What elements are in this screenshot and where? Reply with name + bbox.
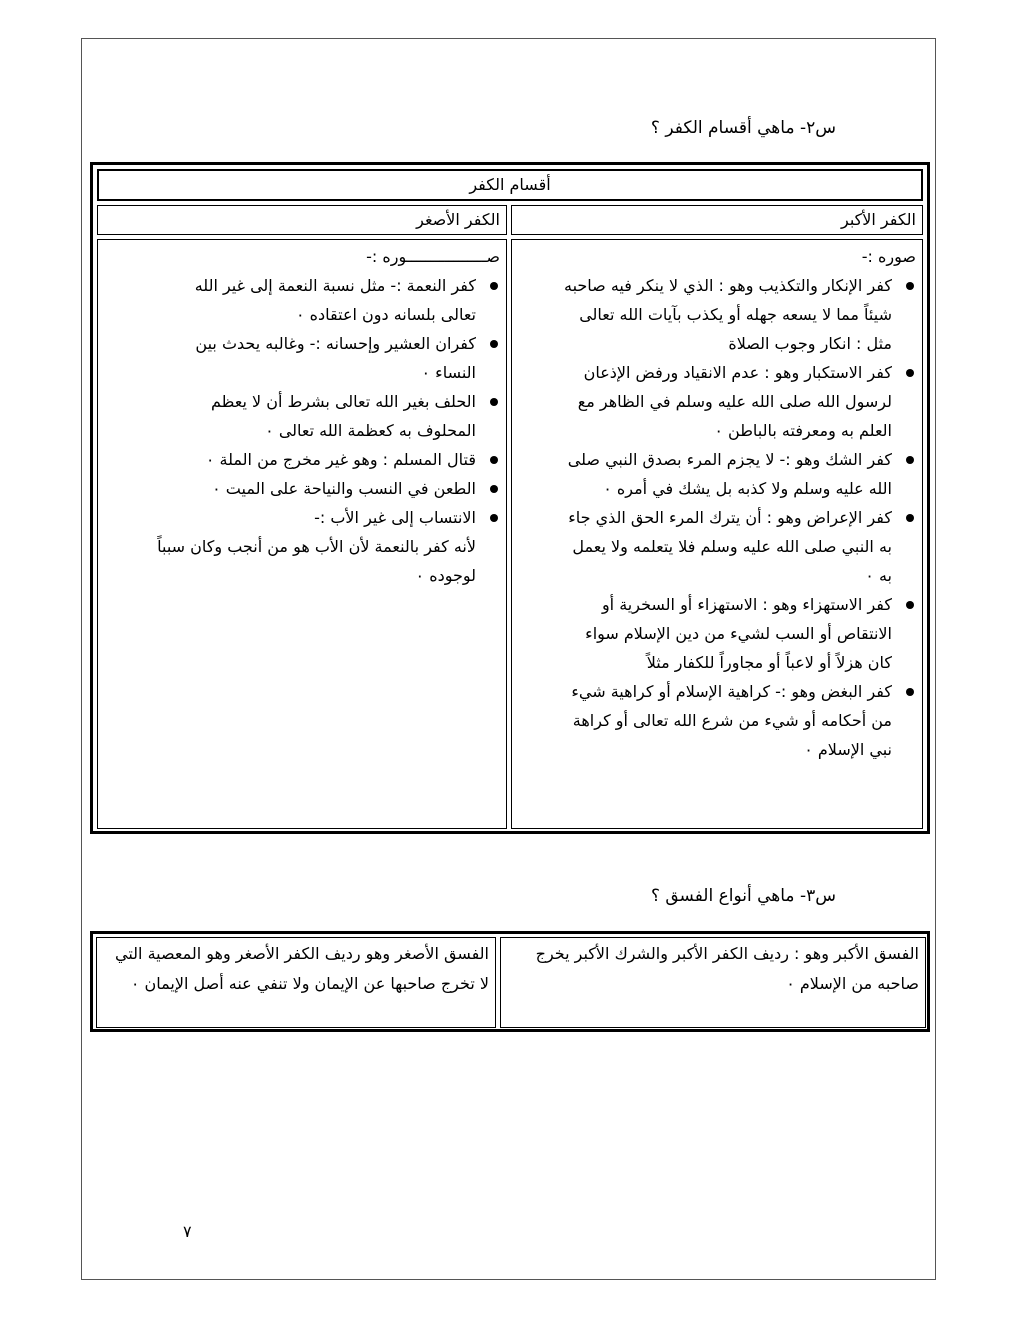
list-item: الحلف بغير الله تعالى بشرط أن لا يعظم المحلوف به كعظمة الله تعالى ٠ (98, 387, 476, 445)
minor-kufr-header: الكفر الأصغر (97, 205, 507, 235)
major-forms-heading: صوره :- (861, 247, 916, 266)
list-item: كفر الاستهزاء وهو : الاستهزاء أو السخرية أو الانتقاص أو السب لشيء من دين الإسلام سواء كان هزلاً أو لاعباً أو مجاوراً للكفار مثلاً (512, 590, 892, 677)
minor-fisq-cell: الفسق الأصغر وهو رديف الكفر الأصغر وهو المعصية التي لا تخرج صاحبها عن الإيمان ولا تنفي عنه أصل الإيمان ٠ (96, 937, 496, 1028)
list-item: كفران العشير وإحسانه :- وغالبه يحدث بين النساء ٠ (98, 329, 476, 387)
list-item: كفر الإنكار والتكذيب وهو : الذي لا ينكر فيه صاحبه شيئاً مما لا يسعه جهله أو يكذب بآيات الله تعالى مثل : انكار وجوب الصلاة (512, 271, 892, 358)
list-item: كفر البغض وهو :- كراهية الإسلام أو كراهية شيء من أحكامه أو شيء من شرع الله تعالى أو كراهة نبي الإسلام ٠ (512, 677, 892, 764)
list-item: الانتساب إلى غير الأب :- (98, 503, 476, 532)
list-item: كفر الاستكبار وهو : عدم الانقياد ورفض الإذعان لرسول الله صلى الله عليه وسلم في الظاهر مع العلم به ومعرفته بالباطن ٠ (512, 358, 892, 445)
minor-forms-tail: لأنه كفر بالنعمة لأن الأب هو من أنجب وكان سبباً لوجوده ٠ (157, 537, 476, 585)
major-kufr-header: الكفر الأكبر (511, 205, 923, 235)
page-number: ٧ (183, 1222, 192, 1241)
minor-kufr-column (97, 239, 507, 829)
list-item: الطعن في النسب والنياحة على الميت ٠ (98, 474, 476, 503)
list-item: كفر النعمة :- مثل نسبة النعمة إلى غير الله تعالى بلسانه دون اعتقاده ٠ (98, 271, 476, 329)
list-item: كفر الشك وهو :- لا يجزم المرء بصدق النبي صلى الله عليه وسلم ولا كذبه بل يشك في أمره ٠ (512, 445, 892, 503)
question-3: س٣- ماهي أنواع الفسق ؟ (650, 886, 836, 906)
fisq-types-table (90, 931, 930, 1032)
major-forms-list (512, 271, 916, 764)
major-kufr-column (511, 239, 923, 829)
table-title: أقسام الكفر (97, 169, 923, 201)
question-2: س٢- ماهي أقسام الكفر ؟ (650, 118, 836, 138)
major-fisq-cell: الفسق الأكبر وهو : رديف الكفر الأكبر والشرك الأكبر يخرج صاحبه من الإسلام ٠ (500, 937, 926, 1028)
minor-forms-list (98, 271, 500, 532)
minor-forms-heading: صـــــــــــــــــوره :- (366, 247, 500, 266)
kufr-types-table (90, 162, 930, 834)
list-item: كفر الإعراض وهو : أن يترك المرء الحق الذي جاء به النبي صلى الله عليه وسلم فلا يتعلمه ولا يعمل به ٠ (512, 503, 892, 590)
list-item: قتال المسلم : وهو غير مخرج من الملة ٠ (98, 445, 476, 474)
